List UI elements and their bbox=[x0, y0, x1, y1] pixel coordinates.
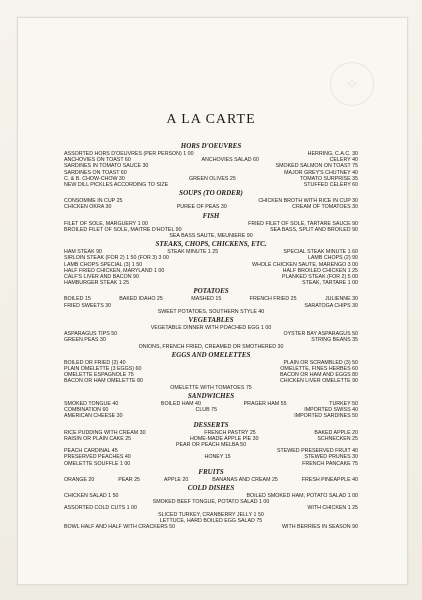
menu-item: FRENCH FRIED 25 bbox=[249, 296, 297, 303]
menu-item: CALF'S LIVER AND BACON 90 bbox=[64, 274, 139, 281]
menu-item: GREEN OLIVES 25 bbox=[189, 175, 236, 182]
menu-item: SLICED TURKEY, CRANBERRY JELLY 1 50 bbox=[158, 511, 264, 518]
menu-item: APPLE 20 bbox=[163, 476, 189, 483]
menu-item: IMPORTED SARDINES 50 bbox=[294, 413, 358, 420]
menu-row bbox=[64, 385, 358, 391]
menu-row bbox=[64, 204, 358, 210]
menu-item: STEAK MINUTE 1 25 bbox=[167, 249, 219, 256]
menu-section bbox=[64, 484, 358, 530]
menu-section bbox=[64, 392, 358, 420]
menu-section bbox=[64, 142, 358, 188]
menu-item: BAKED IDAHO 25 bbox=[119, 296, 163, 303]
menu-item: SEA BASS SAUTE, MEUNIERE 90 bbox=[169, 233, 253, 240]
menu-item: OMELETTE WITH TOMATOES 75 bbox=[170, 384, 252, 391]
menu-item: STUFFED CELERY 60 bbox=[303, 182, 358, 189]
menu-section bbox=[64, 351, 358, 391]
menu-item: PRAGER HAM 55 bbox=[243, 400, 287, 407]
menu-item: C. & B. CHOW-CHOW 30 bbox=[64, 175, 125, 182]
menu-section bbox=[64, 287, 358, 315]
menu-item: PUREE OF PEAS 30 bbox=[176, 204, 227, 211]
menu-item: SEA BASS, SPLIT AND BROILED 90 bbox=[270, 226, 358, 233]
menu-item: HALF FRIED CHICKEN, MARYLAND 1 00 bbox=[64, 267, 165, 274]
menu-item: OMELETTE ESPAGNOLE 75 bbox=[64, 372, 134, 379]
menu-item: BROILED FILET OF SOLE, MAITRE D'HOTEL 90 bbox=[64, 226, 182, 233]
menu-row bbox=[64, 461, 358, 467]
menu-title: A LA CARTE bbox=[166, 112, 256, 127]
menu-row bbox=[64, 182, 358, 188]
menu-item: CHICKEN BROTH WITH RICE IN CUP 30 bbox=[258, 198, 358, 205]
menu-item: CHICKEN LIVER OMELETTE 90 bbox=[279, 378, 358, 385]
menu-item: BOILED OR FRIED (2) 40 bbox=[64, 359, 126, 366]
menu-item: CLUB 75 bbox=[195, 407, 218, 414]
menu-section bbox=[64, 316, 358, 350]
menu-section bbox=[64, 240, 358, 286]
menu-item: WITH CHICKEN 1 25 bbox=[307, 505, 358, 512]
menu-item: BOILED HAM 40 bbox=[160, 400, 201, 407]
menu-item: PEAR 25 bbox=[118, 476, 140, 483]
menu-item: BACON OR HAM OMELETTE 80 bbox=[64, 378, 143, 385]
menu-item: PLANKED STEAK (FOR 2) 5 00 bbox=[282, 274, 358, 281]
menu-item: STRING BEANS 35 bbox=[311, 337, 358, 344]
menu-item: SWEET POTATOES, SOUTHERN STYLE 40 bbox=[157, 308, 265, 315]
menu-item: IMPORTED SWISS 40 bbox=[304, 407, 358, 414]
menu-item: PLAIN OMELETTE (3 EGGS) 60 bbox=[64, 366, 142, 373]
menu-item: RAISIN OR PLAIN CAKE 25 bbox=[64, 435, 132, 442]
menu-item: ASSORTED HORS D'OEUVRES (PER PERSON) 1 00 bbox=[64, 151, 194, 157]
menu-item: CREAM OF TOMATOES 30 bbox=[292, 204, 358, 211]
menu-row bbox=[64, 280, 358, 286]
section-title: POTATOES bbox=[193, 287, 229, 296]
menu-item: FRESH PINEAPPLE 40 bbox=[301, 476, 358, 483]
menu-item: WITH BERRIES IN SEASON 90 bbox=[282, 523, 358, 530]
section-title: SOUPS (TO ORDER) bbox=[179, 189, 243, 198]
section-title: STEAKS, CHOPS, CHICKENS, ETC. bbox=[155, 240, 267, 249]
menu-item: OMELETTE, FINES HERBES 60 bbox=[280, 366, 358, 373]
section-title: FRUITS bbox=[198, 467, 224, 476]
menu-item: STEWED PRUNES 30 bbox=[304, 454, 358, 461]
menu-item: FRENCH PASTRY 25 bbox=[204, 429, 256, 436]
menu-row bbox=[64, 524, 358, 530]
menu-item: HONEY 15 bbox=[204, 454, 231, 461]
menu-item: WHOLE CHICKEN SAUTE, MARENGO 3 00 bbox=[252, 261, 358, 268]
menu-section bbox=[64, 189, 358, 210]
menu-item: STEWED PRESERVED FRUIT 40 bbox=[276, 448, 358, 455]
menu-item: OMELETTE SOUFFLE 1 00 bbox=[64, 460, 131, 467]
menu-item: FRIED FILET OF SOLE, TARTARE SAUCE 90 bbox=[248, 220, 358, 227]
menu-item: BOWL HALF AND HALF WITH CRACKERS 50 bbox=[64, 523, 176, 530]
menu-item: SARDINES ON TOAST 60 bbox=[64, 169, 127, 176]
section-title: HORS D'OEUVRES bbox=[180, 142, 242, 150]
menu-item: BAKED APPLE 20 bbox=[314, 429, 358, 436]
menu-item: HERRING, C.A.C. 30 bbox=[307, 151, 358, 157]
menu-item: GREEN PEAS 30 bbox=[64, 337, 106, 344]
menu-item: FRIED SWEETS 30 bbox=[64, 302, 112, 309]
menu-item: OYSTER BAY ASPARAGUS 50 bbox=[283, 331, 358, 338]
menu-item: FILET OF SOLE, MARGUERY 1 00 bbox=[64, 220, 148, 227]
menu-item: SMOKED TONGUE 40 bbox=[64, 400, 119, 407]
section-title: DESSERTS bbox=[193, 420, 229, 429]
menu-row bbox=[64, 413, 358, 419]
menu-item: SMOKED SALMON ON TOAST 75 bbox=[275, 163, 358, 170]
menu-item: TURKEY 50 bbox=[329, 400, 358, 407]
menu-item: ORANGE 20 bbox=[64, 476, 95, 483]
menu-item: ANCHOVIES SALAD 60 bbox=[201, 157, 259, 164]
menu-item: LETTUCE, HARD BOILED EGG SALAD 75 bbox=[159, 517, 263, 524]
section-title: EGGS AND OMELETTES bbox=[171, 350, 251, 359]
menu-item: VEGETABLE DINNER WITH POACHED EGG 1 00 bbox=[150, 325, 272, 332]
menu-item: RICE PUDDING WITH CREAM 30 bbox=[64, 429, 146, 436]
menu-row bbox=[64, 309, 358, 315]
section-title: COLD DISHES bbox=[187, 483, 235, 492]
menu-item: CHICKEN SALAD 1 50 bbox=[64, 492, 119, 499]
menu-item: SMOKED BEEF TONGUE, POTATO SALAD 1 00 bbox=[152, 499, 270, 506]
menu-item: CONSOMME IN CUP 25 bbox=[64, 198, 123, 205]
menu-item: AMERICAN CHEESE 30 bbox=[64, 413, 123, 420]
menu-item: BANANAS AND CREAM 25 bbox=[212, 476, 278, 483]
menu-item: BACON OR HAM AND EGGS 80 bbox=[280, 372, 358, 379]
menu-item: LAMB CHOPS (2) 90 bbox=[307, 255, 358, 262]
menu-item: CHICKEN OKRA 30 bbox=[64, 204, 112, 211]
menu-item: ANCHOVIES ON TOAST 60 bbox=[64, 157, 131, 164]
menu-item: JULIENNE 30 bbox=[325, 296, 358, 303]
menu-item: PLAIN OR SCRAMBLED (3) 50 bbox=[283, 359, 358, 366]
menu-section bbox=[64, 212, 358, 240]
menu-item: ONIONS, FRENCH FRIED, CREAMED OR SMOTHERED 30 bbox=[138, 343, 284, 350]
menu-item: LAMB CHOPS SPECIAL (3) 1 50 bbox=[64, 261, 143, 268]
menu-item: ASPARAGUS TIPS 50 bbox=[64, 331, 118, 338]
section-title: FISH bbox=[202, 211, 220, 220]
menu-row bbox=[64, 344, 358, 350]
menu-item: ASSORTED COLD CUTS 1 00 bbox=[64, 505, 137, 512]
menu-item: HAMBURGER STEAK 1 25 bbox=[64, 280, 130, 287]
menu-section bbox=[64, 421, 358, 467]
menu-item: FRENCH PANCAKE 75 bbox=[302, 460, 358, 467]
menu-item: BOILED SMOKED HAM, POTATO SALAD 1 00 bbox=[246, 492, 358, 499]
menu-item: STEAK, TARTARE 1 00 bbox=[302, 280, 358, 287]
menu-section bbox=[64, 468, 358, 483]
embossed-monogram-icon: ✧ bbox=[330, 62, 374, 106]
menu-item: MAJOR GREY'S CHUTNEY 40 bbox=[284, 169, 358, 176]
menu-item: SARDINES IN TOMATO SAUCE 30 bbox=[64, 163, 149, 170]
menu-item: PEACH CARDINAL 45 bbox=[64, 448, 118, 455]
menu-item: HOME-MADE APPLE PIE 30 bbox=[189, 435, 259, 442]
section-title: VEGETABLES bbox=[188, 316, 234, 325]
menu-row bbox=[64, 477, 358, 483]
menu-item: CELERY 40 bbox=[329, 157, 358, 164]
menu-item: HALF BROILED CHICKEN 1 25 bbox=[282, 267, 358, 274]
menu-item: HAM STEAK 90 bbox=[64, 249, 102, 256]
menu-item: SARATOGA CHIPS 30 bbox=[304, 302, 358, 309]
menu-item: SCHNECKEN 25 bbox=[317, 435, 358, 442]
menu-item: PEAR OR PEACH MELBA 50 bbox=[175, 441, 247, 448]
menu-item: SIRLOIN STEAK (FOR 2) 1 50 (FOR 3) 3 00 bbox=[64, 255, 169, 262]
menu-row bbox=[64, 233, 358, 239]
menu-content bbox=[64, 141, 358, 530]
menu-item: BOILED 15 bbox=[64, 296, 91, 303]
section-title: SANDWICHES bbox=[187, 391, 235, 400]
menu-item: NEW DILL PICKLES ACCORDING TO SIZE bbox=[64, 182, 169, 189]
menu-item: SPECIAL STEAK MINUTE 1 60 bbox=[283, 249, 358, 256]
menu-item: MASHED 15 bbox=[191, 296, 222, 303]
menu-item: COMBINATION 60 bbox=[64, 407, 109, 414]
menu-item: PRESERVED PEACHES 40 bbox=[64, 454, 131, 461]
menu-item: TOMATO SURPRISE 35 bbox=[299, 175, 358, 182]
